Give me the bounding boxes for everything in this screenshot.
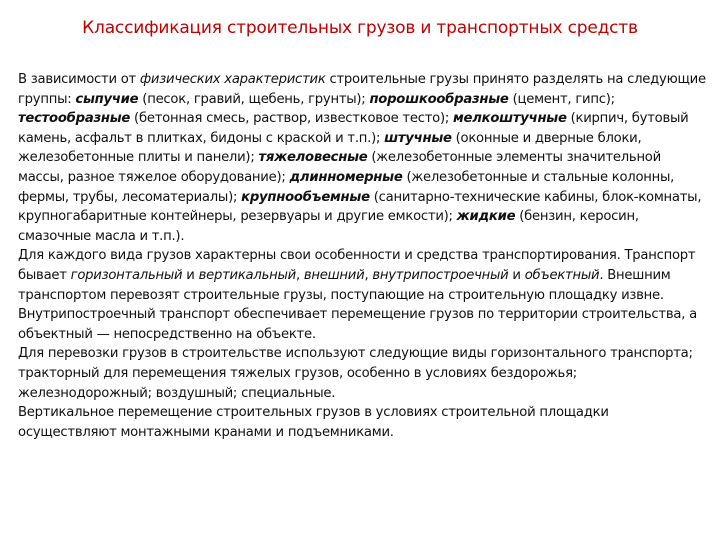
term-long: длинномерные bbox=[289, 169, 403, 185]
text: Для каждого вида грузов характерны свои особенности и средства транспортирования. Транспорт бывает bbox=[18, 248, 696, 283]
text: , bbox=[295, 267, 304, 283]
text: , bbox=[364, 267, 373, 283]
text: (оконные и дверные блоки, железобетонные плиты и панели); bbox=[18, 130, 642, 166]
text: и bbox=[182, 267, 199, 283]
term-liquid: жидкие bbox=[456, 209, 516, 225]
text: (санитарно-технические кабины, блок-комнаты, крупногабаритные контейнеры, резервуары и другие емкости); bbox=[18, 189, 702, 225]
term-vertical: вертикальный bbox=[198, 267, 296, 283]
term-small-piece: мелкоштучные bbox=[453, 111, 567, 127]
emphasis-physical-characteristics: физических характеристик bbox=[139, 72, 326, 87]
paragraph-horizontal-transport: Для перевозки грузов в строительстве используют следующие виды горизонтального транспорта; тракторный для перемещения тяжелых грузов, особенно в условиях бездорожья; железнодорожный; воздушный; специальные. bbox=[18, 346, 693, 401]
text: (бензин, керосин, смазочные масла и т.п.). bbox=[18, 209, 639, 244]
text: . Внешним транспортом перевозят строительные грузы, поступающие на строительную площадку извне. Внутрипостроечный транспорт обеспечивает перемещение грузов по территории строительства, а объектный — непосредственно на объекте. bbox=[18, 267, 697, 342]
term-paste: тестообразные bbox=[18, 111, 131, 127]
text: В зависимости от bbox=[18, 72, 140, 87]
paragraph-vertical-transport: Вертикальное перемещение строительных грузов в условиях строительной площадки осуществляют монтажными кранами и подъемниками. bbox=[18, 405, 609, 440]
term-piece: штучные bbox=[384, 130, 452, 146]
term-heavy: тяжеловесные bbox=[258, 150, 368, 166]
text: (цемент, гипс); bbox=[508, 91, 615, 107]
term-bulky: крупнообъемные bbox=[241, 189, 370, 205]
slide-title: Классификация строительных грузов и транспортных средств bbox=[82, 18, 638, 38]
text: и bbox=[508, 267, 525, 283]
text: (железобетонные и стальные колонны, фермы, трубы, лесоматериалы); bbox=[18, 169, 675, 205]
text: (песок, гравий, щебень, грунты); bbox=[138, 91, 370, 107]
text: (бетонная смесь, раствор, известковое тесто); bbox=[130, 111, 453, 127]
slide-body bbox=[18, 70, 706, 442]
term-horizontal: горизонтальный bbox=[70, 267, 183, 283]
paragraph-transport-types bbox=[18, 246, 706, 344]
term-external: внешний bbox=[303, 267, 365, 283]
term-object: объектный bbox=[524, 267, 600, 283]
term-on-site: внутрипостроечный bbox=[372, 267, 509, 283]
text: (железобетонные элементы значительной массы, разное тяжелое оборудование); bbox=[18, 150, 661, 185]
text: строительные грузы принято разделять на следующие группы: bbox=[18, 72, 706, 107]
text: (кирпич, бутовый камень, асфальт в плитках, бидоны с краской и т.п.); bbox=[18, 111, 689, 146]
term-bulk: сыпучие bbox=[75, 91, 139, 107]
term-powder: порошкообразные bbox=[369, 91, 509, 107]
paragraph-cargo-groups bbox=[18, 70, 706, 246]
